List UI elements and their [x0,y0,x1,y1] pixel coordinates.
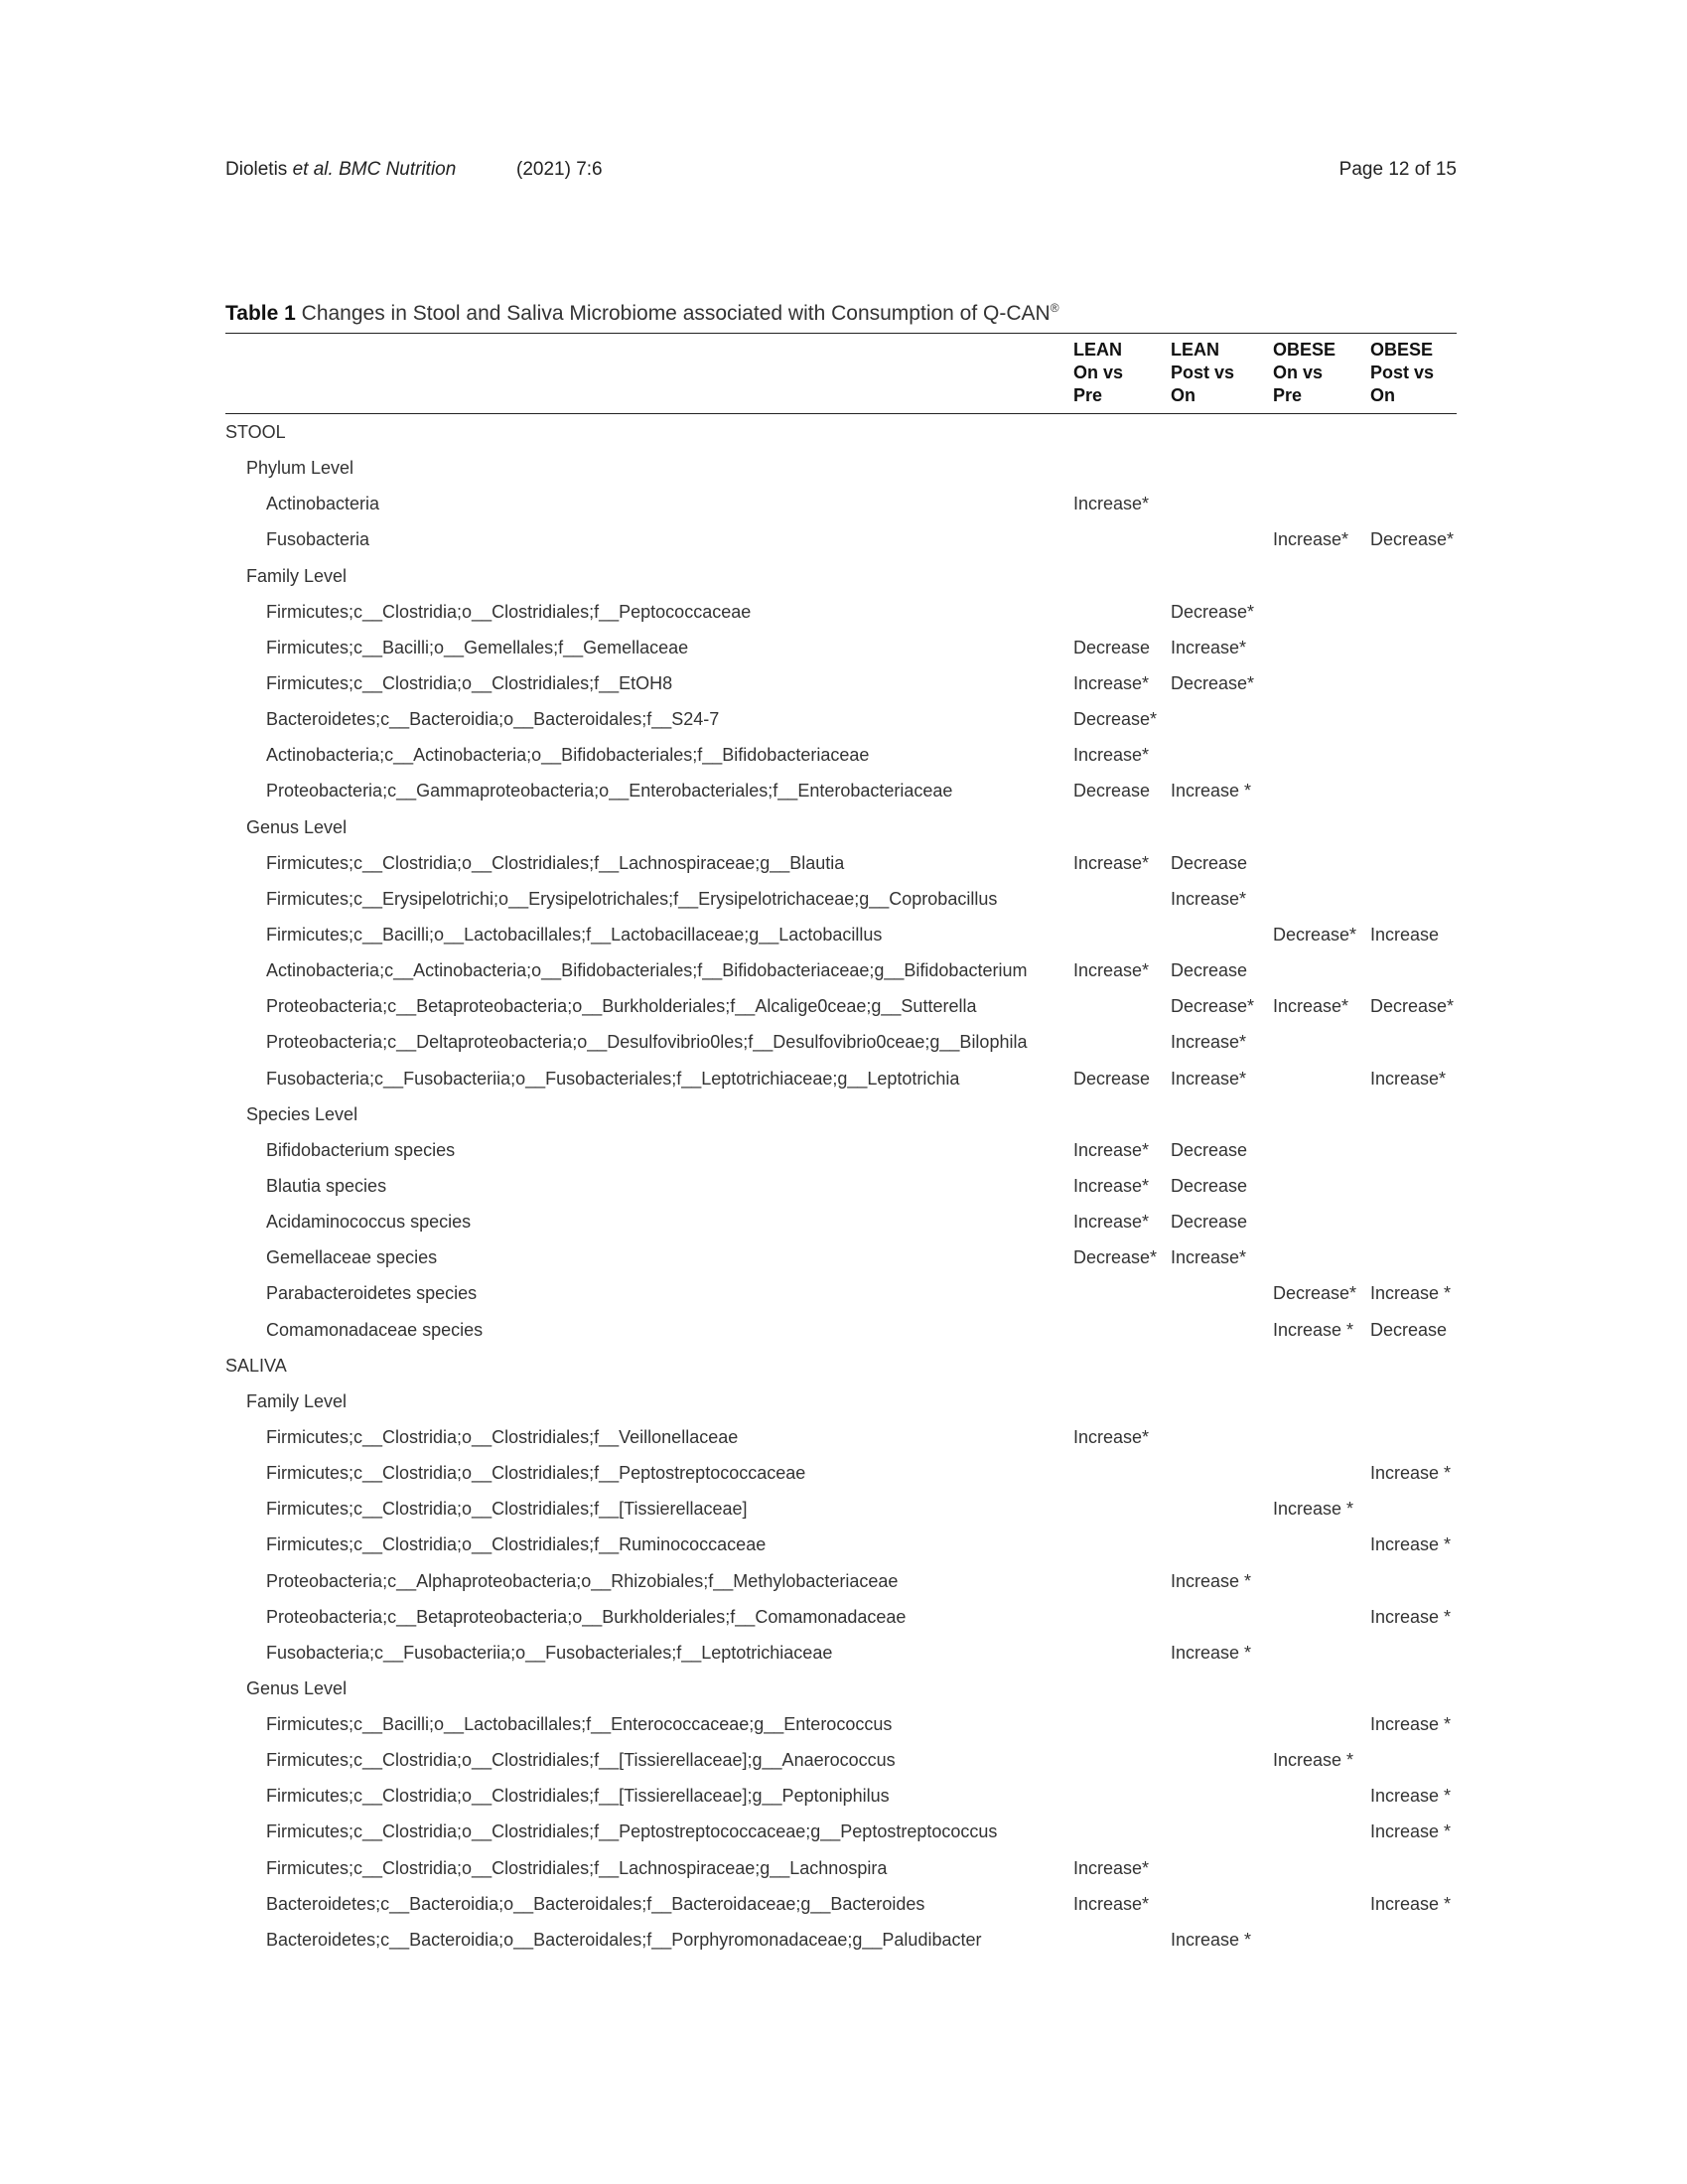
row-label: SALIVA [225,1355,287,1376]
level-heading-row [225,1383,1457,1419]
row-label: Fusobacteria;c__Fusobacteriia;o__Fusobacteriales;f__Leptotrichiaceae;g__Leptotrichia [266,1068,960,1089]
table-row [225,1455,1457,1491]
level-heading-row [225,1096,1457,1132]
table-row [225,1132,1457,1168]
cell-lean-post-vs-on: Increase * [1171,1929,1252,1950]
cell-lean-post-vs-on: Decrease* [1171,996,1255,1017]
table-row [225,630,1457,665]
registered-mark: ® [1050,301,1059,315]
cell-obese-post-vs-on: Increase * [1370,1893,1452,1914]
journal-citation [225,159,456,181]
row-label: Bacteroidetes;c__Bacteroidia;o__Bacteroidales;f__Bacteroidaceae;g__Bacteroides [266,1893,925,1914]
row-label: STOOL [225,422,286,442]
level-heading-row [225,1671,1457,1706]
row-label: Species Level [246,1103,358,1124]
table-row [225,521,1457,557]
row-label: Family Level [246,565,348,586]
table-row [225,1312,1457,1348]
row-label: Comamonadaceae species [266,1319,484,1340]
row-label: Firmicutes;c__Bacilli;o__Gemellales;f__Gemellaceae [266,637,689,657]
table-row [225,952,1457,988]
cell-obese-post-vs-on: Increase* [1370,1068,1447,1089]
cell-lean-on-vs-pre: Increase* [1073,1212,1150,1233]
cell-lean-on-vs-pre: Decrease* [1073,709,1158,730]
table-row [225,1778,1457,1814]
cell-obese-post-vs-on: Increase * [1370,1463,1452,1484]
cell-lean-on-vs-pre: Increase* [1073,1426,1150,1447]
cell-lean-post-vs-on: Decrease* [1171,601,1255,622]
microbiome-table [225,333,1457,1958]
table-header [225,334,1457,414]
cell-lean-on-vs-pre: Increase* [1073,852,1150,873]
row-label: Family Level [246,1390,348,1411]
cell-obese-on-vs-pre: Increase * [1273,1750,1354,1771]
row-label: Firmicutes;c__Erysipelotrichi;o__Erysipelotrichales;f__Erysipelotrichaceae;g__Coprobacillus [266,888,998,909]
cell-lean-on-vs-pre: Increase* [1073,1857,1150,1878]
cell-obese-post-vs-on: Increase [1370,924,1440,945]
table-label: Table 1 [225,302,296,325]
cell-lean-post-vs-on: Increase * [1171,1570,1252,1591]
cell-lean-post-vs-on: Increase* [1171,637,1247,657]
row-label: Actinobacteria;c__Actinobacteria;o__Bifidobacteriales;f__Bifidobacteriaceae;g__Bifidobacterium [266,960,1028,981]
row-label: Actinobacteria;c__Actinobacteria;o__Bifidobacteriales;f__Bifidobacteriaceae [266,745,870,766]
table-row [225,1922,1457,1958]
cell-lean-post-vs-on: Increase* [1171,1032,1247,1053]
row-label: Firmicutes;c__Clostridia;o__Clostridiales;f__Peptostreptococcaceae [266,1463,806,1484]
row-label: Fusobacteria;c__Fusobacteriia;o__Fusobacteriales;f__Leptotrichiaceae [266,1642,833,1663]
row-label: Firmicutes;c__Clostridia;o__Clostridiales;f__[Tissierellaceae];g__Anaerococcus [266,1750,896,1771]
cell-lean-on-vs-pre: Increase* [1073,1893,1150,1914]
table-row [225,1706,1457,1742]
cell-obese-on-vs-pre: Decrease* [1273,924,1357,945]
cell-lean-post-vs-on: Increase * [1171,781,1252,801]
cell-lean-on-vs-pre: Increase* [1073,745,1150,766]
row-label: Genus Level [246,1677,348,1698]
row-label: Firmicutes;c__Bacilli;o__Lactobacillales;f__Lactobacillaceae;g__Lactobacillus [266,924,883,945]
row-label: Bacteroidetes;c__Bacteroidia;o__Bacteroidales;f__Porphyromonadaceae;g__Paludibacter [266,1929,982,1950]
table-row [225,1239,1457,1275]
row-label: Firmicutes;c__Clostridia;o__Clostridiales;f__Veillonellaceae [266,1426,739,1447]
cell-lean-post-vs-on: Decrease [1171,1212,1248,1233]
row-label: Fusobacteria [266,529,370,550]
table-row [225,1061,1457,1096]
row-label: Bacteroidetes;c__Bacteroidia;o__Bacteroidales;f__S24-7 [266,709,720,730]
row-label: Firmicutes;c__Clostridia;o__Clostridiales;f__EtOH8 [266,672,673,693]
cell-lean-post-vs-on: Increase* [1171,888,1247,909]
row-label: Proteobacteria;c__Deltaproteobacteria;o__Desulfovibrio0les;f__Desulfovibrio0ceae;g__Bilophila [266,1032,1028,1053]
row-label: Firmicutes;c__Clostridia;o__Clostridiales;f__[Tissierellaceae] [266,1499,748,1520]
journal-author: Dioletis [225,159,288,180]
cell-obese-post-vs-on: Decrease* [1370,529,1455,550]
cell-lean-on-vs-pre: Decrease [1073,781,1151,801]
table-row [225,773,1457,808]
row-label: Blautia species [266,1175,387,1196]
page-header [225,159,1457,189]
table-row [225,917,1457,952]
table-row [225,665,1457,701]
cell-obese-post-vs-on: Increase * [1370,1714,1452,1735]
table-row [225,701,1457,737]
row-label: Proteobacteria;c__Alphaproteobacteria;o__Rhizobiales;f__Methylobacteriaceae [266,1570,899,1591]
cell-lean-on-vs-pre: Decrease [1073,637,1151,657]
journal-name: et al. BMC Nutrition [292,159,457,180]
row-label: Firmicutes;c__Clostridia;o__Clostridiales;f__Ruminococcaceae [266,1534,767,1555]
page-number: Page 12 of 15 [1338,159,1457,180]
table-caption-text: Changes in Stool and Saliva Microbiome associated with Consumption of Q-CAN [301,302,1051,325]
table-row [225,486,1457,521]
cell-lean-on-vs-pre: Increase* [1073,1175,1150,1196]
cell-lean-post-vs-on: Decrease [1171,1175,1248,1196]
cell-obese-post-vs-on: Decrease* [1370,996,1455,1017]
section-row [225,1348,1457,1383]
table-row [225,1024,1457,1060]
row-label: Proteobacteria;c__Betaproteobacteria;o__Burkholderiales;f__Comamonadaceae [266,1606,907,1627]
section-row [225,414,1457,450]
row-label: Parabacteroidetes species [266,1283,478,1304]
cell-lean-on-vs-pre: Increase* [1073,1139,1150,1160]
row-label: Firmicutes;c__Clostridia;o__Clostridiales;f__Lachnospiraceae;g__Blautia [266,852,845,873]
cell-obese-on-vs-pre: Increase* [1273,529,1349,550]
row-label: Firmicutes;c__Clostridia;o__Clostridiales;f__Peptococcaceae [266,601,752,622]
row-label: Genus Level [246,816,348,837]
cell-lean-post-vs-on: Decrease* [1171,672,1255,693]
column-header-lean-on-vs-pre: LEAN On vs Pre [1073,340,1124,405]
cell-lean-post-vs-on: Increase* [1171,1247,1247,1268]
cell-lean-post-vs-on: Decrease [1171,960,1248,981]
table-row [225,1275,1457,1311]
table-row [225,1814,1457,1849]
row-label: Firmicutes;c__Clostridia;o__Clostridiales;f__Lachnospiraceae;g__Lachnospira [266,1857,888,1878]
table-row [225,881,1457,917]
column-header-obese-on-vs-pre: OBESE On vs Pre [1273,340,1336,405]
cell-lean-on-vs-pre: Increase* [1073,494,1150,514]
cell-obese-on-vs-pre: Increase * [1273,1319,1354,1340]
cell-lean-post-vs-on: Decrease [1171,852,1248,873]
cell-lean-on-vs-pre: Decrease [1073,1068,1151,1089]
column-header-obese-post-vs-on: OBESE Post vs On [1370,340,1435,405]
table-row [225,988,1457,1024]
table-row [225,737,1457,773]
row-label: Acidaminococcus species [266,1212,472,1233]
cell-obese-post-vs-on: Increase * [1370,1821,1452,1842]
cell-obese-post-vs-on: Increase * [1370,1283,1452,1304]
cell-lean-on-vs-pre: Decrease* [1073,1247,1158,1268]
row-label: Bifidobacterium species [266,1139,456,1160]
table-row [225,1419,1457,1455]
level-heading-row [225,809,1457,845]
row-label: Gemellaceae species [266,1247,438,1268]
cell-obese-on-vs-pre: Decrease* [1273,1283,1357,1304]
table-body [225,414,1457,1958]
cell-obese-post-vs-on: Increase * [1370,1534,1452,1555]
level-heading-row [225,558,1457,594]
cell-lean-post-vs-on: Increase* [1171,1068,1247,1089]
row-label: Firmicutes;c__Bacilli;o__Lactobacillales;f__Enterococcaceae;g__Enterococcus [266,1714,893,1735]
cell-obese-on-vs-pre: Increase* [1273,996,1349,1017]
table-row [225,1850,1457,1886]
table-row [225,1742,1457,1778]
table-caption [225,301,1059,326]
table-row [225,1635,1457,1671]
table-row [225,1168,1457,1204]
row-label: Phylum Level [246,458,354,479]
cell-lean-on-vs-pre: Increase* [1073,960,1150,981]
table-row [225,1563,1457,1599]
cell-obese-on-vs-pre: Increase * [1273,1499,1354,1520]
table-row [225,845,1457,881]
cell-obese-post-vs-on: Increase * [1370,1606,1452,1627]
table-row [225,1886,1457,1922]
row-label: Firmicutes;c__Clostridia;o__Clostridiales;f__[Tissierellaceae];g__Peptoniphilus [266,1786,890,1807]
table-row [225,1204,1457,1239]
row-label: Proteobacteria;c__Betaproteobacteria;o__Burkholderiales;f__Alcalige0ceae;g__Sutterella [266,996,977,1017]
table-row [225,594,1457,630]
row-label: Firmicutes;c__Clostridia;o__Clostridiales;f__Peptostreptococcaceae;g__Peptostreptococcus [266,1821,998,1842]
level-heading-row [225,450,1457,486]
journal-issue: (2021) 7:6 [516,159,603,180]
row-label: Actinobacteria [266,494,380,514]
cell-lean-post-vs-on: Increase * [1171,1642,1252,1663]
table-row [225,1527,1457,1562]
cell-lean-post-vs-on: Decrease [1171,1139,1248,1160]
cell-obese-post-vs-on: Increase * [1370,1786,1452,1807]
cell-obese-post-vs-on: Decrease [1370,1319,1448,1340]
table-row [225,1491,1457,1527]
cell-lean-on-vs-pre: Increase* [1073,672,1150,693]
row-label: Proteobacteria;c__Gammaproteobacteria;o__Enterobacteriales;f__Enterobacteriaceae [266,781,953,801]
table-row [225,1599,1457,1635]
column-header-lean-post-vs-on: LEAN Post vs On [1171,340,1235,405]
